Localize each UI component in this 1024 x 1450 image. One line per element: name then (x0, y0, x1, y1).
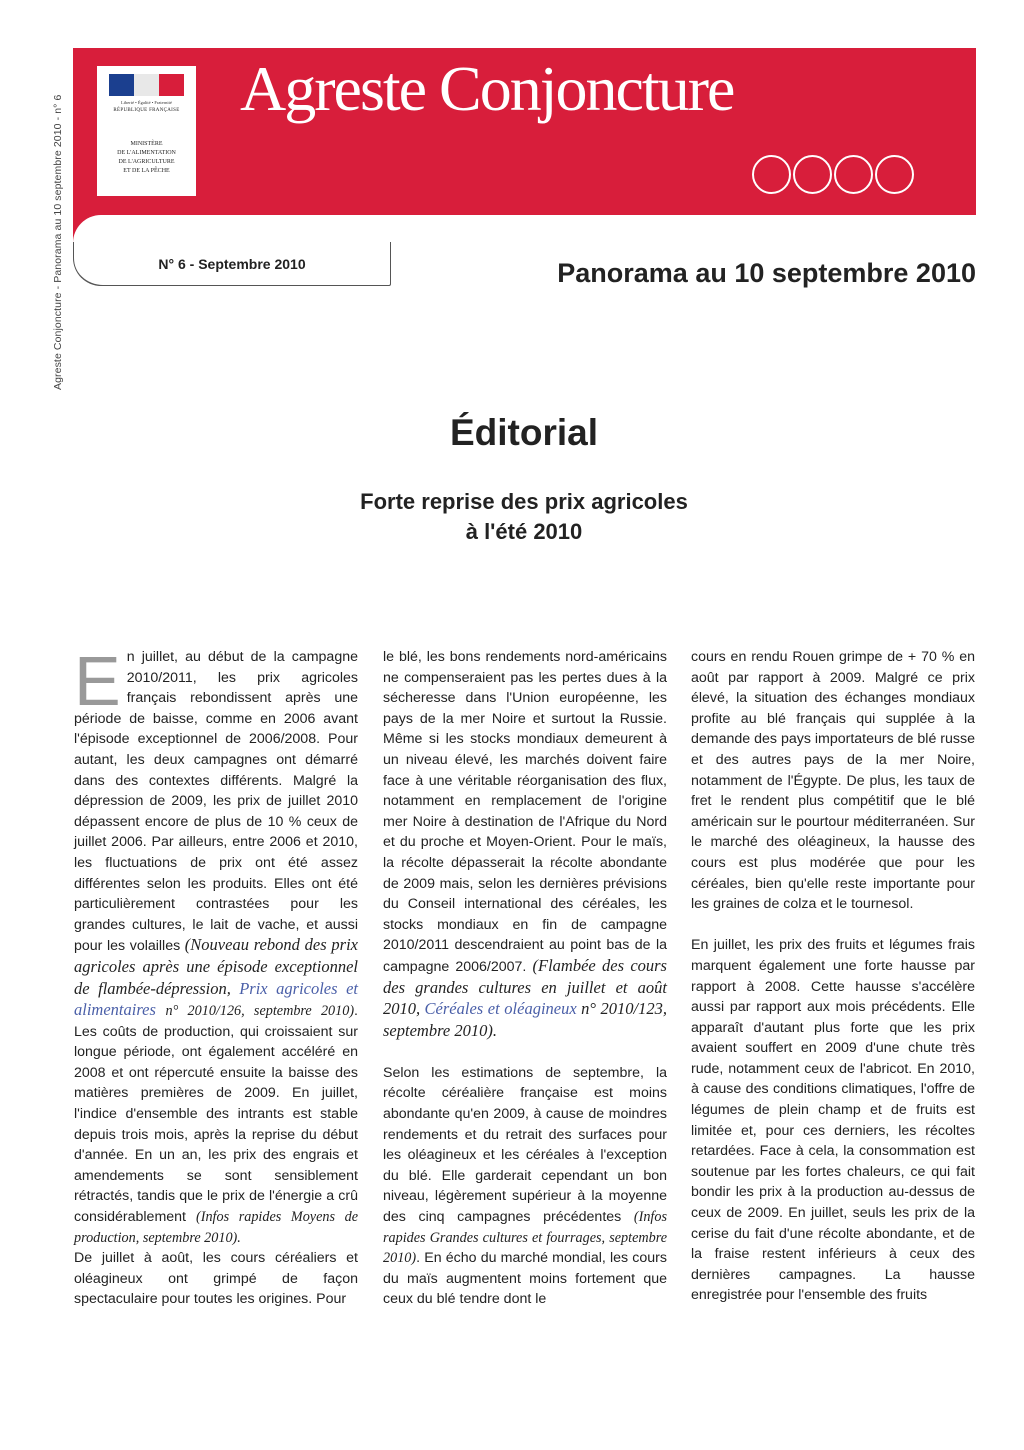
reference-link[interactable]: Prix agricoles et alimentaires (74, 978, 358, 1020)
paragraph: En juillet, les prix des fruits et légumes frais marquent également une forte hausse par rapport à 2008. Cette hausse s'accélère aussi par rapport aux mois précédents. Elle apparaît d'autant plus forte que les prix avaient souffert en 2009 d'une chute très rude, notamment ceux de l'abricot. En 2010, à cause des conditions climatiques, l'offre de légumes de plein champ et de fruits est limitée et, pour ces derniers, les récoltes retardées. Face à cela, la consommation est soutenue par les fortes chaleurs, ce qui fait bondir les prix à la production au-dessus de ceux de 2009. En juillet, seuls les prix de la cerise du fait d'une récolte abondante, et de la fraise restent inférieurs à ceux des dernières campagnes. La hausse enregistrée pour l'ensemble des fruits (691, 937, 975, 1304)
text: . Les coûts de production, qui croissaient sur longue période, ont également accéléré en 2008 et ont répercuté ensuite la baisse des matières premières de 2009. En juillet, l'indice d'ensemble des intrants est stable depuis trois mois, après la reprise du début d'année. En un an, les prix des engrais et amendements se sont sensiblement rétractés, tandis que le prix de l'énergie a crû considérablement (74, 1003, 358, 1226)
side-running-title: Agreste Conjoncture - Panorama au 10 septembre 2010 - n° 6 (52, 94, 64, 390)
reference: (Infos rapides Moyens de production, septembre 2010). (74, 1209, 358, 1246)
text: . En écho du marché mondial, les cours du maïs augmentent moins fortement que ceux du blé tendre dont le (383, 1250, 667, 1308)
page-title: Éditorial (449, 412, 599, 453)
paragraph (383, 1063, 667, 1310)
paragraph: De juillet à août, les cours céréaliers et oléagineux ont grimpé de façon spectaculaire pour toutes les origines. Pour (74, 1250, 358, 1308)
page-subtitle: Forte reprise des prix agricoles à l'été 2010 (360, 489, 688, 544)
circles-decoration (752, 155, 914, 194)
ministry-logo (97, 66, 196, 196)
logo-marianne-icon (109, 74, 184, 96)
logo-ministry: MINISTÈRE DE L'ALIMENTATION DE L'AGRICULTURE ET DE LA PÊCHE (117, 141, 176, 174)
text: le blé, les bons rendements nord-américains ne compenseraient pas les pertes dues à la sécheresse dans l'Union européenne, les pays de la mer Noire et surtout la Russie. Même si les stocks mondiaux demeurent à un niveau élevé, les marchés doivent faire face à une véritable réorganisation des flux, notamment en remplacement de l'origine mer Noire à destination de l'Afrique du Nord et du proche et Moyen-Orient. Pour le maïs, la récolte dépasserait la récolte abondante de 2009 mais, selon les dernières prévisions du Conseil international des céréales, les stocks mondiaux en fin de campagne 2010/2011 descendraient au point bas de la campagne 2006/2007. (383, 649, 667, 975)
paragraph (383, 647, 667, 1042)
reference: n° 2010/123, septembre 2010). (383, 999, 668, 1040)
column-2 (383, 647, 667, 1310)
circle-icon (834, 155, 873, 194)
text: Selon les estimations de septembre, la récolte céréalière française est moins abondante qu'en 2009, à cause de moindres rendements et du retrait des surfaces pour les oléagineux et les céréales à l'exception du blé. Elle garderait cependant un bon niveau, légèrement supérieur à la moyenne des cinq campagnes précédentes (383, 1064, 667, 1226)
reference: (Flambée des cours des grandes cultures en juillet et août 2010, (383, 955, 667, 1019)
brand-title: Agreste Conjoncture (240, 53, 734, 124)
circle-icon (875, 155, 914, 194)
logo-republic: RÉPUBLIQUE FRANÇAISE (113, 108, 180, 113)
issue-box (73, 242, 391, 286)
logo-motto: Liberté • Égalité • Fraternité (121, 100, 172, 105)
reference: (Nouveau rebond des prix agricoles après une épisode exceptionnel de flambée-dépression, (74, 935, 358, 998)
panorama-date: Panorama au 10 septembre 2010 (557, 258, 976, 288)
circle-icon (793, 155, 832, 194)
column-3 (691, 647, 975, 1306)
circle-icon (752, 155, 791, 194)
text: n juillet, au début de la campagne 2010/2011, les prix agricoles français rebondissent après une période de baisse, comme en 2006 avant l'épisode exceptionnel de 2006/2008. Pour autant, les deux campagnes ont démarré dans des contextes différents. Malgré la dépression de 2009, les prix de juillet 2010 dépassent encore de plus de 10 % ceux de juillet 2006. Par ailleurs, entre 2006 et 2010, les fluctuations de prix ont été assez différentes selon les produits. Elles ont été particulièrement contrastées pour les grandes cultures, le lait de vache, et aussi pour les volailles (74, 649, 358, 955)
column-1 (74, 642, 358, 1310)
paragraph (74, 642, 358, 1248)
paragraph: cours en rendu Rouen grimpe de + 70 % en août par rapport à 2009. Malgré ce prix élevé, la situation des échanges mondiaux profite au blé français qui supplée à la demande des pays importateurs de blé russe et des autres pays de la mer Noire, notamment de l'Égypte. De plus, les taux de fret le rendent plus compétitif que le blé américain sur le pourtour méditerranéen. Sur le marché des oléagineux, la hausse des cours est plus modérée que pour les céréales, bien qu'elle reste importante pour les graines de colza et le tournesol. (691, 649, 975, 913)
reference: (Infos rapides Grandes cultures et fourrages, septembre 2010) (383, 1209, 667, 1267)
dropcap: E (74, 642, 121, 720)
reference-link[interactable]: Céréales et oléagineux (424, 999, 577, 1019)
reference: n° 2010/126, septembre 2010) (165, 1003, 355, 1020)
issue-number: N° 6 - Septembre 2010 (158, 256, 306, 272)
